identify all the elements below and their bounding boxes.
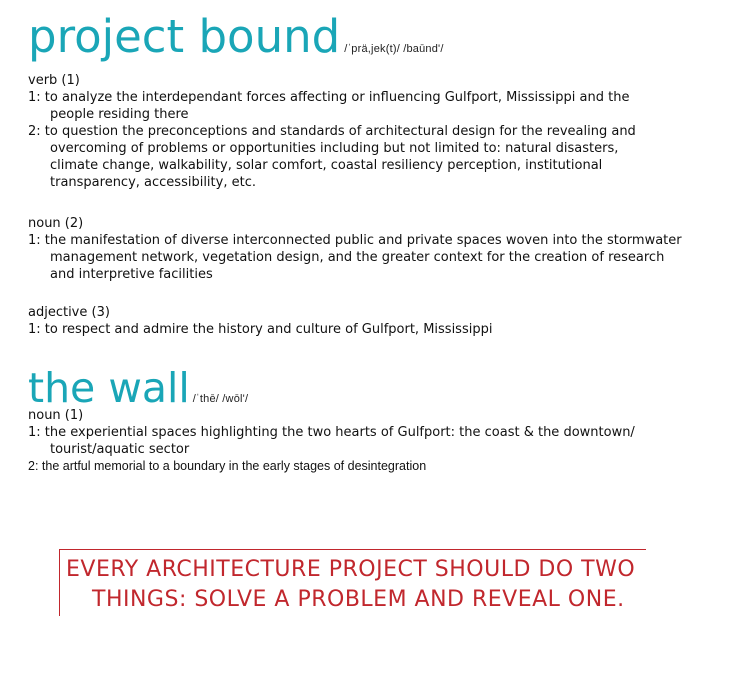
noun-section: [28, 215, 688, 283]
noun-label: noun (2): [28, 216, 84, 231]
wall-noun-section: [28, 407, 668, 475]
the-wall-word: the wall: [28, 364, 190, 412]
quote-line-1: EVERY ARCHITECTURE PROJECT SHOULD DO TWO: [66, 557, 636, 582]
project-bound-pronunciation: /ˈprä,jek(t)/ /baūnd'/: [344, 43, 444, 55]
project-bound-word: project bound: [28, 10, 341, 63]
wall-noun-label: noun (1): [28, 408, 84, 423]
the-wall-pronunciation: /ˈthē/ /wōl'/: [192, 393, 249, 405]
adjective-definition-1: 1: to respect and admire the history and culture of Gulfport, Mississippi: [28, 322, 493, 337]
project-bound-title: [28, 10, 444, 63]
wall-noun-definition-1: 1: the experiential spaces highlighting the two hearts of Gulfport: the coast & the downtown/ tourist/aquatic sector: [28, 425, 635, 457]
noun-definition-1: 1: the manifestation of diverse interconnected public and private spaces woven into the stormwater management network, vegetation design, and the greater context for the creation of research and interpretive facilities: [28, 233, 682, 282]
adjective-section: [28, 304, 668, 338]
verb-section: [28, 72, 668, 191]
wall-noun-definition-2: 2: the artful memorial to a boundary in the early stages of desintegration: [28, 459, 427, 473]
verb-label: verb (1): [28, 73, 80, 88]
the-wall-title: [28, 364, 249, 412]
verb-definition-2: 2: to question the preconceptions and standards of architectural design for the revealing and overcoming of problems or opportunities including but not limited to: natural disasters, climate change, walkability, solar comfort, coastal resiliency perception, institutional transparency, accessibility, etc.: [28, 124, 636, 190]
quote-line-2: THINGS: SOLVE A PROBLEM AND REVEAL ONE.: [92, 587, 625, 612]
verb-definition-1: 1: to analyze the interdependant forces affecting or influencing Gulfport, Mississippi and the people residing there: [28, 90, 630, 122]
adjective-label: adjective (3): [28, 305, 110, 320]
